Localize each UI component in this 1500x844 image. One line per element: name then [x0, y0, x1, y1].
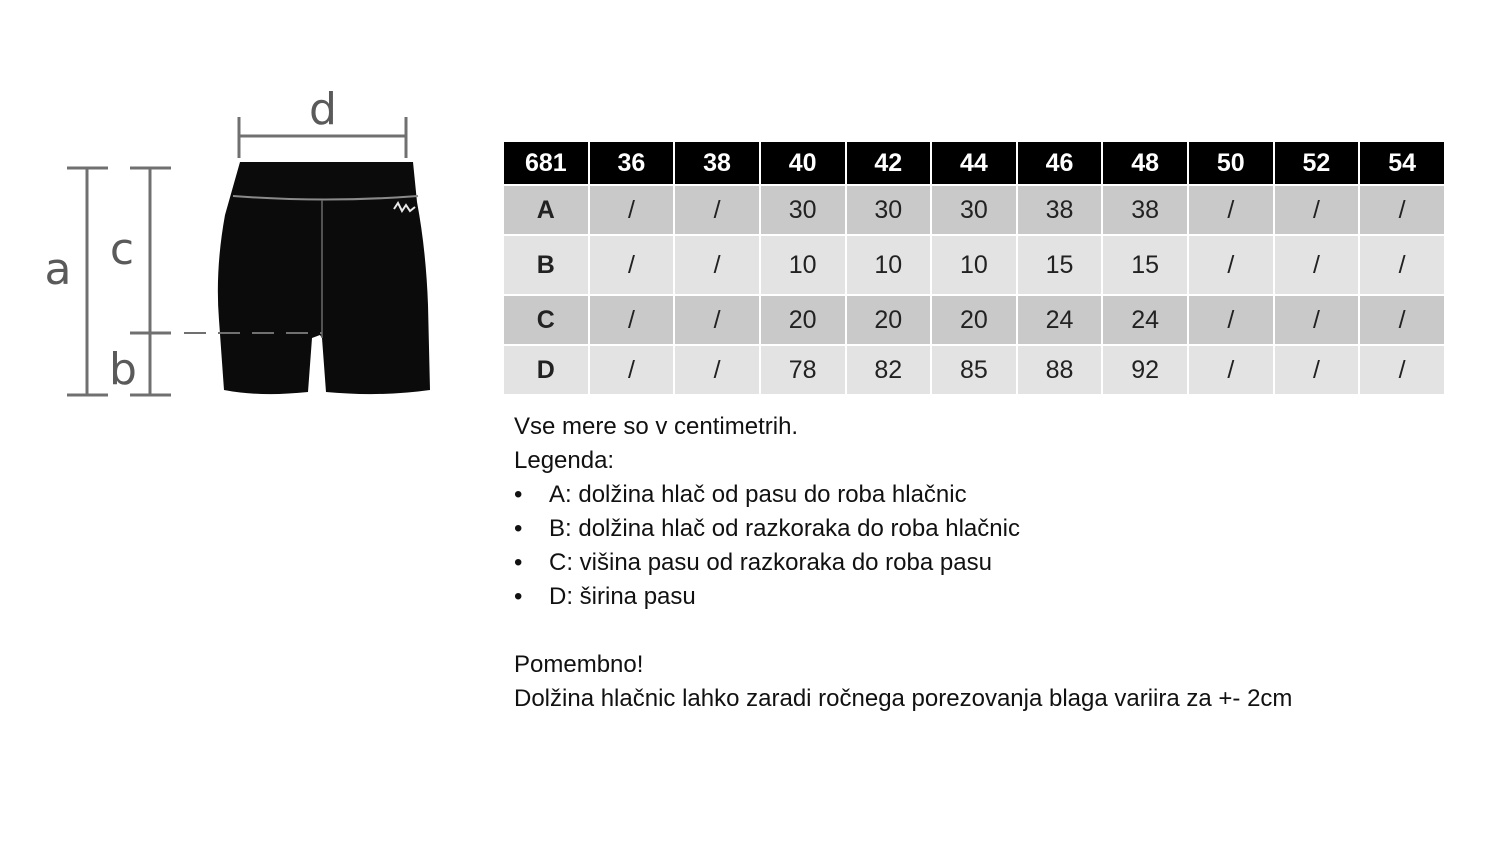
- table-cell: /: [1274, 295, 1360, 345]
- size-table: [502, 140, 1446, 396]
- table-cell: 20: [931, 295, 1017, 345]
- table-cell: /: [1274, 345, 1360, 395]
- table-cell: 15: [1017, 235, 1103, 295]
- units-note: Vse mere so v centimetrih.: [514, 413, 799, 440]
- table-cell: 88: [1017, 345, 1103, 395]
- bullet-icon: •: [514, 583, 523, 610]
- legend-item-text: A: dolžina hlač od pasu do roba hlačnic: [549, 481, 967, 508]
- legend-list: [514, 478, 1292, 614]
- important-text: Dolžina hlačnic lahko zaradi ročnega porezovanja blaga variira za +- 2cm: [514, 685, 1293, 712]
- table-cell: 82: [846, 345, 932, 395]
- label-c: c: [109, 224, 135, 275]
- shorts-diagram: [0, 0, 470, 420]
- legend-item: [514, 580, 1292, 614]
- table-cell: /: [674, 185, 760, 235]
- table-cell: /: [1359, 295, 1445, 345]
- legend-item-text: B: dolžina hlač od razkoraka do roba hlačnic: [549, 515, 1020, 542]
- important-title: Pomembno!: [514, 651, 644, 678]
- table-cell: /: [589, 235, 675, 295]
- legend-item-text: C: višina pasu od razkoraka do roba pasu: [549, 549, 992, 576]
- bullet-icon: •: [514, 515, 523, 542]
- table-cell: 30: [760, 185, 846, 235]
- table-cell: /: [589, 345, 675, 395]
- header-cell-size: 38: [674, 141, 760, 185]
- table-cell: 38: [1017, 185, 1103, 235]
- header-cell-size: 42: [846, 141, 932, 185]
- row-label: C: [503, 295, 589, 345]
- table-cell: /: [1274, 235, 1360, 295]
- table-cell: 15: [1102, 235, 1188, 295]
- label-d: d: [309, 84, 337, 135]
- table-cell: 24: [1102, 295, 1188, 345]
- label-a: a: [44, 244, 72, 295]
- legend-item-text: D: širina pasu: [549, 583, 696, 610]
- table-cell: 30: [931, 185, 1017, 235]
- table-cell: 10: [931, 235, 1017, 295]
- legend-item: [514, 546, 1292, 580]
- table-row-c: [503, 295, 1445, 345]
- table-cell: /: [589, 185, 675, 235]
- table-cell: /: [1188, 185, 1274, 235]
- table-cell: /: [1188, 235, 1274, 295]
- table-cell: /: [1274, 185, 1360, 235]
- table-header-row: [503, 141, 1445, 185]
- table-cell: /: [674, 235, 760, 295]
- header-cell-size: 44: [931, 141, 1017, 185]
- row-label: D: [503, 345, 589, 395]
- legend-item: [514, 512, 1292, 546]
- legend-title: Legenda:: [514, 447, 615, 474]
- table-cell: 10: [760, 235, 846, 295]
- table-row-b: [503, 235, 1445, 295]
- header-cell-size: 52: [1274, 141, 1360, 185]
- table-cell: /: [1359, 345, 1445, 395]
- table-cell: /: [674, 345, 760, 395]
- header-cell-size: 48: [1102, 141, 1188, 185]
- table-cell: 30: [846, 185, 932, 235]
- header-cell-size: 50: [1188, 141, 1274, 185]
- row-label: A: [503, 185, 589, 235]
- table-cell: 20: [760, 295, 846, 345]
- header-cell-size: 36: [589, 141, 675, 185]
- row-label: B: [503, 235, 589, 295]
- legend-item: [514, 478, 1292, 512]
- bullet-icon: •: [514, 481, 523, 508]
- table-cell: 24: [1017, 295, 1103, 345]
- bullet-icon: •: [514, 549, 523, 576]
- table-cell: 10: [846, 235, 932, 295]
- dimension-a: [67, 168, 108, 395]
- notes-section: [514, 410, 1292, 716]
- table-cell: /: [1359, 185, 1445, 235]
- header-cell-size: 40: [760, 141, 846, 185]
- table-cell: /: [589, 295, 675, 345]
- label-b: b: [109, 344, 137, 395]
- table-row-d: [503, 345, 1445, 395]
- table-cell: 78: [760, 345, 846, 395]
- table-cell: /: [674, 295, 760, 345]
- header-cell-model: 681: [503, 141, 589, 185]
- table-cell: 92: [1102, 345, 1188, 395]
- table-cell: /: [1359, 235, 1445, 295]
- table-cell: /: [1188, 295, 1274, 345]
- header-cell-size: 46: [1017, 141, 1103, 185]
- table-cell: 20: [846, 295, 932, 345]
- table-cell: /: [1188, 345, 1274, 395]
- table-row-a: [503, 185, 1445, 235]
- dimension-c: [130, 168, 171, 333]
- table-cell: 85: [931, 345, 1017, 395]
- table-cell: 38: [1102, 185, 1188, 235]
- header-cell-size: 54: [1359, 141, 1445, 185]
